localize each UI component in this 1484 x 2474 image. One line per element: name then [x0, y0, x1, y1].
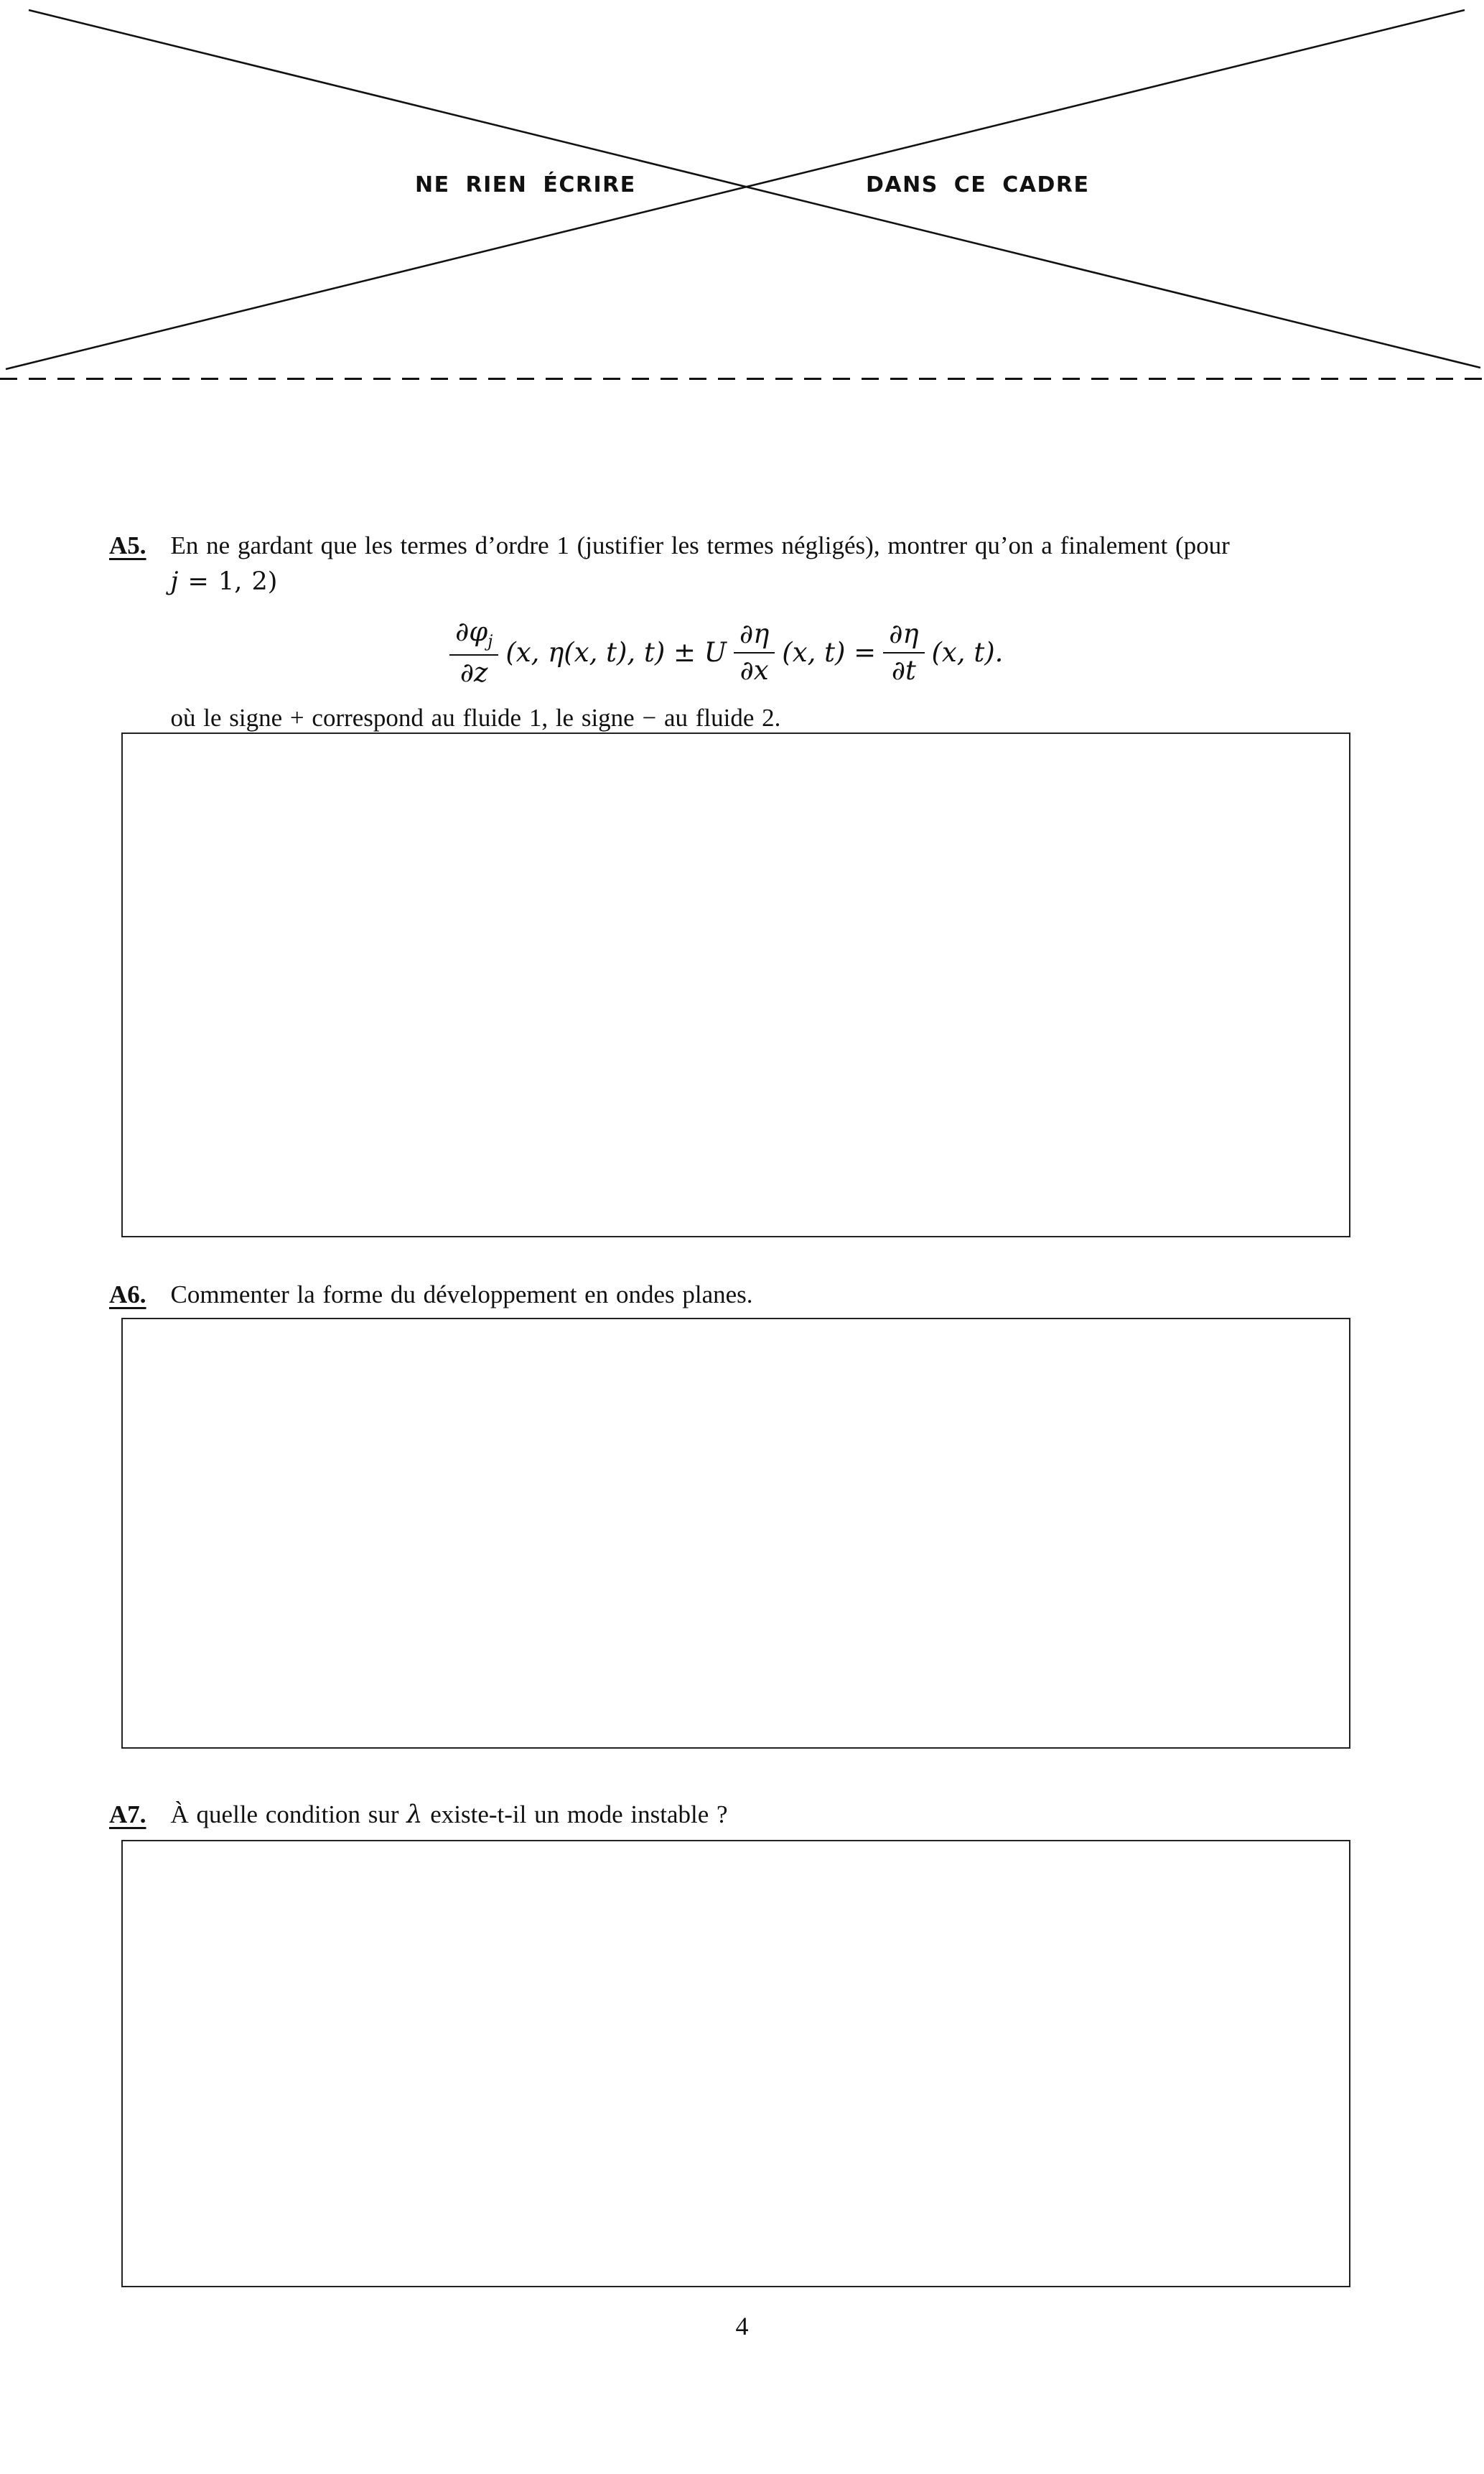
dashed-separator — [0, 378, 1484, 380]
question-a5-label: A5. — [109, 531, 146, 559]
answer-box-a7 — [121, 1840, 1350, 2287]
cross-lines-graphic — [0, 0, 1484, 371]
question-a7-lambda: λ — [406, 1800, 423, 1829]
equation-a5 — [171, 618, 1287, 687]
question-a5-body — [171, 528, 1373, 735]
do-not-write-frame — [0, 0, 1484, 371]
do-not-write-label-right: DANS CE CADRE — [866, 172, 1090, 197]
question-a6-body — [171, 1277, 1373, 1313]
question-a7-text-after: existe-t-il un mode instable ? — [422, 1800, 728, 1828]
question-a7-body — [171, 1797, 1373, 1833]
fraction-deta-dx-denominator: ∂x — [739, 655, 769, 687]
question-a5-note: où le signe + correspond au fluide 1, le signe − au fluide 2. — [170, 703, 781, 732]
answer-box-a5 — [121, 733, 1350, 1237]
question-a6-label: A6. — [109, 1280, 146, 1308]
fraction-deta-dt-numerator: ∂η — [883, 620, 924, 654]
question-a6 — [109, 1277, 1373, 1313]
question-a5-text — [171, 528, 1373, 600]
fraction-dphij-dz-numerator: $\partial\varphi_j$ — [449, 618, 498, 655]
do-not-write-label-left: NE RIEN ÉCRIRE — [415, 172, 636, 197]
fraction-deta-dt-denominator: ∂t — [891, 655, 916, 687]
question-a6-text: Commenter la forme du développement en ondes planes. — [170, 1280, 753, 1308]
cross-line-1 — [29, 10, 1480, 368]
answer-box-a6 — [121, 1318, 1350, 1749]
fraction-dphij-dz — [449, 618, 498, 687]
equation-term-2: (x, t) = — [782, 636, 877, 668]
equation-term-1: (x, η(x, t), t) ± U — [505, 636, 727, 668]
question-a5-variable-j: j — [170, 567, 179, 596]
cross-line-2 — [6, 10, 1465, 369]
question-a5-line2-rest: = 1, 2) — [178, 567, 278, 596]
question-a7-text — [171, 1797, 1373, 1833]
fraction-dphij-dz-denominator: ∂z — [459, 656, 488, 688]
question-a5-line1: En ne gardant que les termes d’ordre 1 (justifier les termes négligés), montrer qu’on a finalement (pour — [170, 531, 1230, 559]
question-a7-text-before: À quelle condition sur — [170, 1800, 407, 1828]
question-a7-label: A7. — [109, 1800, 146, 1828]
equation-term-3: (x, t). — [931, 636, 1004, 668]
page-number: 4 — [735, 2312, 749, 2340]
fraction-deta-dx — [734, 620, 775, 685]
question-a7 — [109, 1797, 1373, 1833]
fraction-deta-dt — [883, 620, 924, 685]
question-a5 — [109, 528, 1373, 735]
fraction-deta-dx-numerator: ∂η — [734, 620, 775, 654]
